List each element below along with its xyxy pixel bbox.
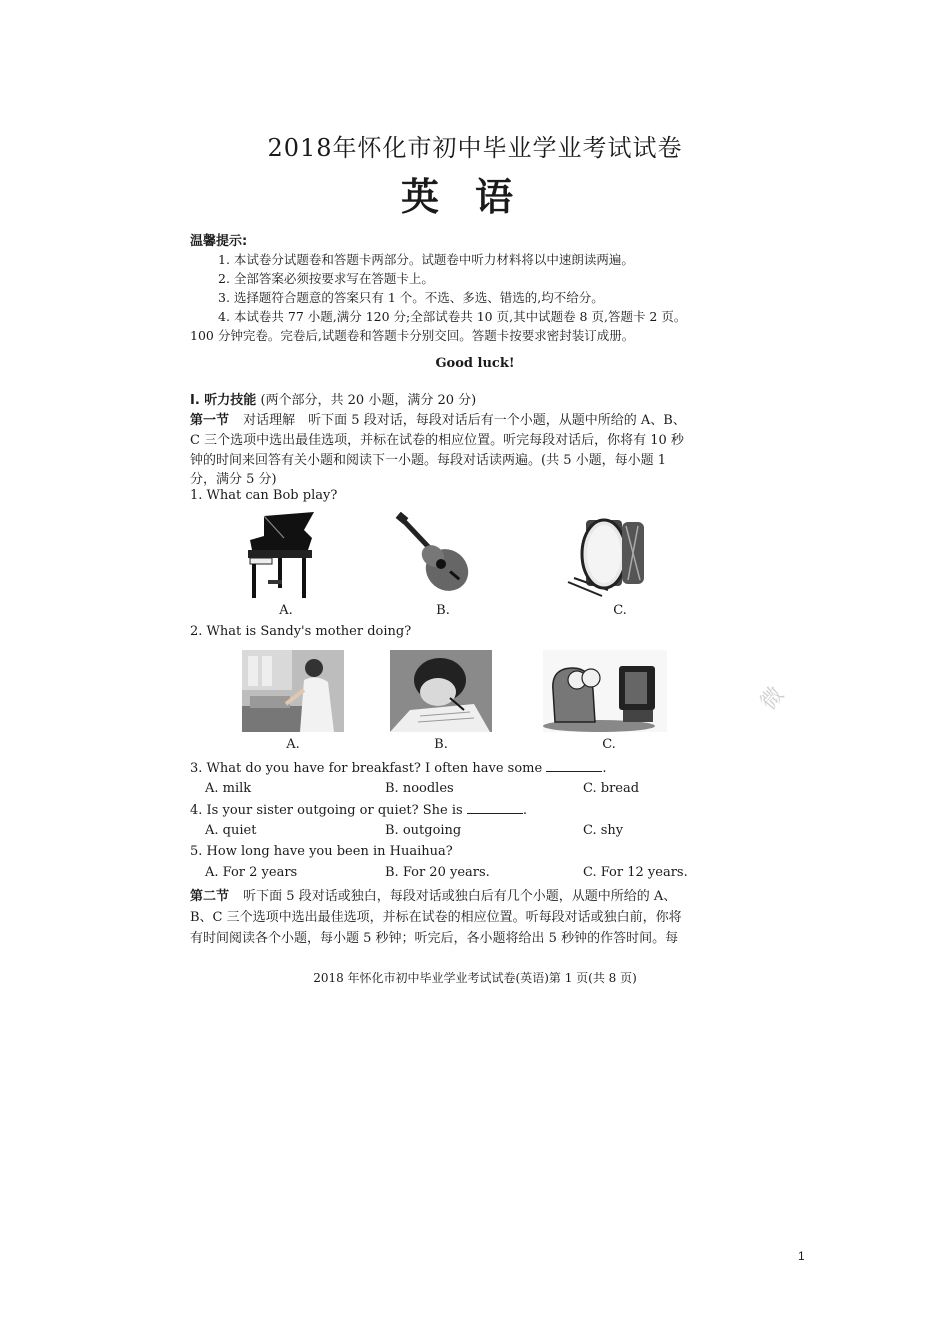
watermark: 微 (755, 682, 790, 716)
option-a: A. For 2 years (205, 865, 298, 880)
subject-title: 英语 (400, 174, 549, 219)
question-4 (190, 802, 527, 818)
option-a: A. milk (205, 781, 252, 796)
option-label: A. (279, 603, 293, 618)
part1-line: 钟的时间来回答有关小题和阅读下一小题。每段对话读两遍。(共 5 小题，每小题 1 (190, 453, 667, 468)
drum-icon (564, 512, 656, 600)
option-a: A. quiet (205, 823, 257, 838)
piano-icon (244, 510, 324, 602)
option-c: C. bread (583, 781, 640, 796)
part1-line: 分，满分 5 分) (190, 472, 277, 487)
option-c: C. For 12 years. (583, 865, 688, 880)
question-3 (190, 760, 606, 776)
part2-line: B、C 三个选项中选出最佳选项，并标在试卷的相应位置。听每段对话或独白前，你将 (190, 910, 682, 925)
option-b: B. noodles (385, 781, 454, 796)
exam-title: 2018年怀化市初中毕业学业考试试卷 (267, 134, 683, 162)
option-label: C. (602, 737, 616, 752)
part2-line: 有时间阅读各个小题，每小题 5 秒钟；听完后，各小题将给出 5 秒钟的作答时间。每 (190, 931, 679, 946)
question-1: 1. What can Bob play? (190, 488, 338, 503)
question-3-text: 3. What do you have for breakfast? I often have some (190, 761, 543, 776)
guitar-icon (395, 512, 481, 598)
option-label: B. (436, 603, 450, 618)
part1-line (190, 409, 750, 428)
question-4-text: 4. Is your sister outgoing or quiet? She is (190, 803, 463, 818)
watching-tv-icon (543, 650, 667, 732)
option-c: C. shy (583, 823, 624, 838)
tips-heading: 温馨提示: (190, 234, 248, 249)
question-5: 5. How long have you been in Huaihua? (190, 844, 453, 859)
option-b: B. outgoing (385, 823, 462, 838)
washing-dishes-icon (242, 650, 344, 732)
answer-blank (467, 802, 523, 814)
good-luck: Good luck! (435, 356, 515, 371)
part1-text: 对话理解 听下面 5 段对话，每段对话后有一个小题，从题中所给的 A、B、 (243, 413, 686, 428)
option-label: C. (613, 603, 627, 618)
option-label: B. (434, 737, 448, 752)
section-note: (两个部分，共 20 小题，满分 20 分) (260, 393, 477, 408)
question-3-end: . (602, 761, 607, 776)
section-title: I. 听力技能 (190, 393, 257, 408)
part2-line (190, 885, 750, 904)
option-label: A. (286, 737, 300, 752)
tip-item: 4. 本试卷共 77 小题,满分 120 分;全部试卷共 10 页,其中试题卷 8 页,答题卡 2 页。 (218, 309, 687, 324)
answer-blank (546, 760, 602, 772)
tip-item: 2. 全部答案必须按要求写在答题卡上。 (218, 271, 434, 286)
page-footer: 2018 年怀化市初中毕业学业考试试卷(英语)第 1 页(共 8 页) (313, 971, 637, 985)
section-heading (190, 389, 750, 408)
question-4-end: . (522, 803, 527, 818)
part1-line: C 三个选项中选出最佳选项，并标在试卷的相应位置。听完每段对话后，你将有 10 秒 (190, 433, 684, 448)
tip-continuation: 100 分钟完卷。完卷后,试题卷和答题卡分别交回。答题卡按要求密封装订成册。 (190, 328, 635, 343)
studying-icon (390, 650, 492, 732)
question-2: 2. What is Sandy's mother doing? (190, 624, 412, 639)
part1-label: 第一节 (190, 413, 230, 428)
tip-item: 1. 本试卷分试题卷和答题卡两部分。试题卷中听力材料将以中速朗读两遍。 (218, 252, 634, 267)
page-number: 1 (798, 1249, 805, 1263)
part2-label: 第二节 (190, 889, 230, 904)
part2-text: 听下面 5 段对话或独白，每段对话或独白后有几个小题，从题中所给的 A、 (243, 889, 677, 904)
option-b: B. For 20 years. (385, 865, 490, 880)
tip-item: 3. 选择题符合题意的答案只有 1 个。不选、多选、错选的,均不给分。 (218, 290, 604, 305)
